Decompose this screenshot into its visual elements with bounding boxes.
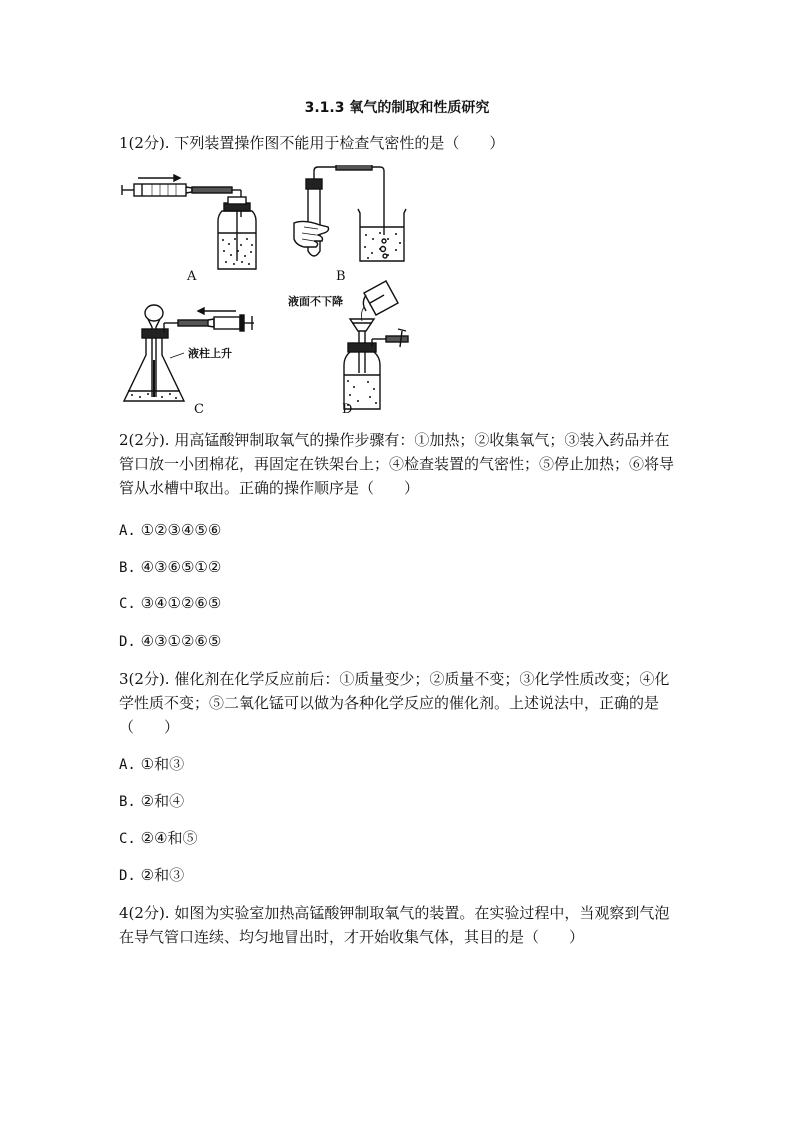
question-2-option-a bbox=[119, 520, 221, 541]
question-2-option-b bbox=[119, 557, 221, 578]
option-text: ④③①②⑥⑤ bbox=[140, 632, 222, 650]
figure-label-a: A bbox=[187, 269, 197, 284]
question-1-figure bbox=[118, 165, 428, 415]
option-letter: B. bbox=[119, 560, 136, 576]
option-letter: D. bbox=[119, 634, 136, 650]
option-text: ②和③ bbox=[140, 866, 185, 884]
page-title: 3.1.3 氧气的制取和性质研究 bbox=[304, 100, 490, 116]
option-text: ④③⑥⑤①② bbox=[140, 558, 222, 576]
question-1-stem: 1(2分). 下列装置操作图不能用于检查气密性的是（ ） bbox=[119, 134, 505, 152]
option-text: ②和④ bbox=[140, 792, 185, 810]
question-3-option-b bbox=[119, 791, 184, 812]
option-letter: D. bbox=[119, 868, 136, 884]
annotation-liquid-level-not-drop: 液面不下降 bbox=[288, 295, 343, 308]
question-2-option-d bbox=[119, 631, 221, 652]
figure-labels bbox=[186, 269, 352, 415]
option-text: ①和③ bbox=[140, 755, 185, 773]
option-letter: C. bbox=[119, 596, 136, 612]
option-text: ③④①②⑥⑤ bbox=[140, 594, 222, 612]
question-4-stem: 4(2分). 如图为实验室加热高锰酸钾制取氧气的装置。在实验过程中，当观察到气泡在导气管口连续、均匀地冒出时，才开始收集气体，其目的是（ ） bbox=[119, 904, 670, 946]
question-2-stem: 2(2分). 用高锰酸钾制取氧气的操作步骤有：①加热；②收集氧气；③装入药品并在管口放一小团棉花，再固定在铁架台上；④检查装置的气密性；⑤停止加热；⑥将导管从水槽中取出。正确的操作顺序是（ ） bbox=[119, 431, 675, 497]
question-3-option-c bbox=[119, 828, 198, 849]
apparatus-d bbox=[344, 281, 408, 409]
option-letter: B. bbox=[119, 794, 136, 810]
question-3-option-a bbox=[119, 754, 184, 775]
option-letter: A. bbox=[119, 523, 136, 539]
annotation-liquid-column-rises: 液柱上升 bbox=[188, 347, 232, 360]
option-letter: A. bbox=[119, 757, 136, 773]
apparatus-b bbox=[294, 165, 406, 261]
figure-label-b: B bbox=[336, 269, 346, 284]
question-3-stem: 3(2分). 催化剂在化学反应前后：①质量变少；②质量不变；③化学性质改变；④化学性质不变；⑤二氧化锰可以做为各种化学反应的催化剂。上述说法中，正确的是（ ） bbox=[119, 670, 670, 736]
question-3-option-d bbox=[119, 865, 184, 886]
option-text: ①②③④⑤⑥ bbox=[140, 521, 222, 539]
option-text: ②④和⑤ bbox=[140, 829, 198, 847]
question-2-option-c bbox=[119, 593, 221, 614]
apparatus-a bbox=[122, 175, 256, 269]
figure-label-c: C bbox=[194, 402, 204, 415]
option-letter: C. bbox=[119, 831, 136, 847]
figure-label-d: D bbox=[342, 402, 353, 415]
